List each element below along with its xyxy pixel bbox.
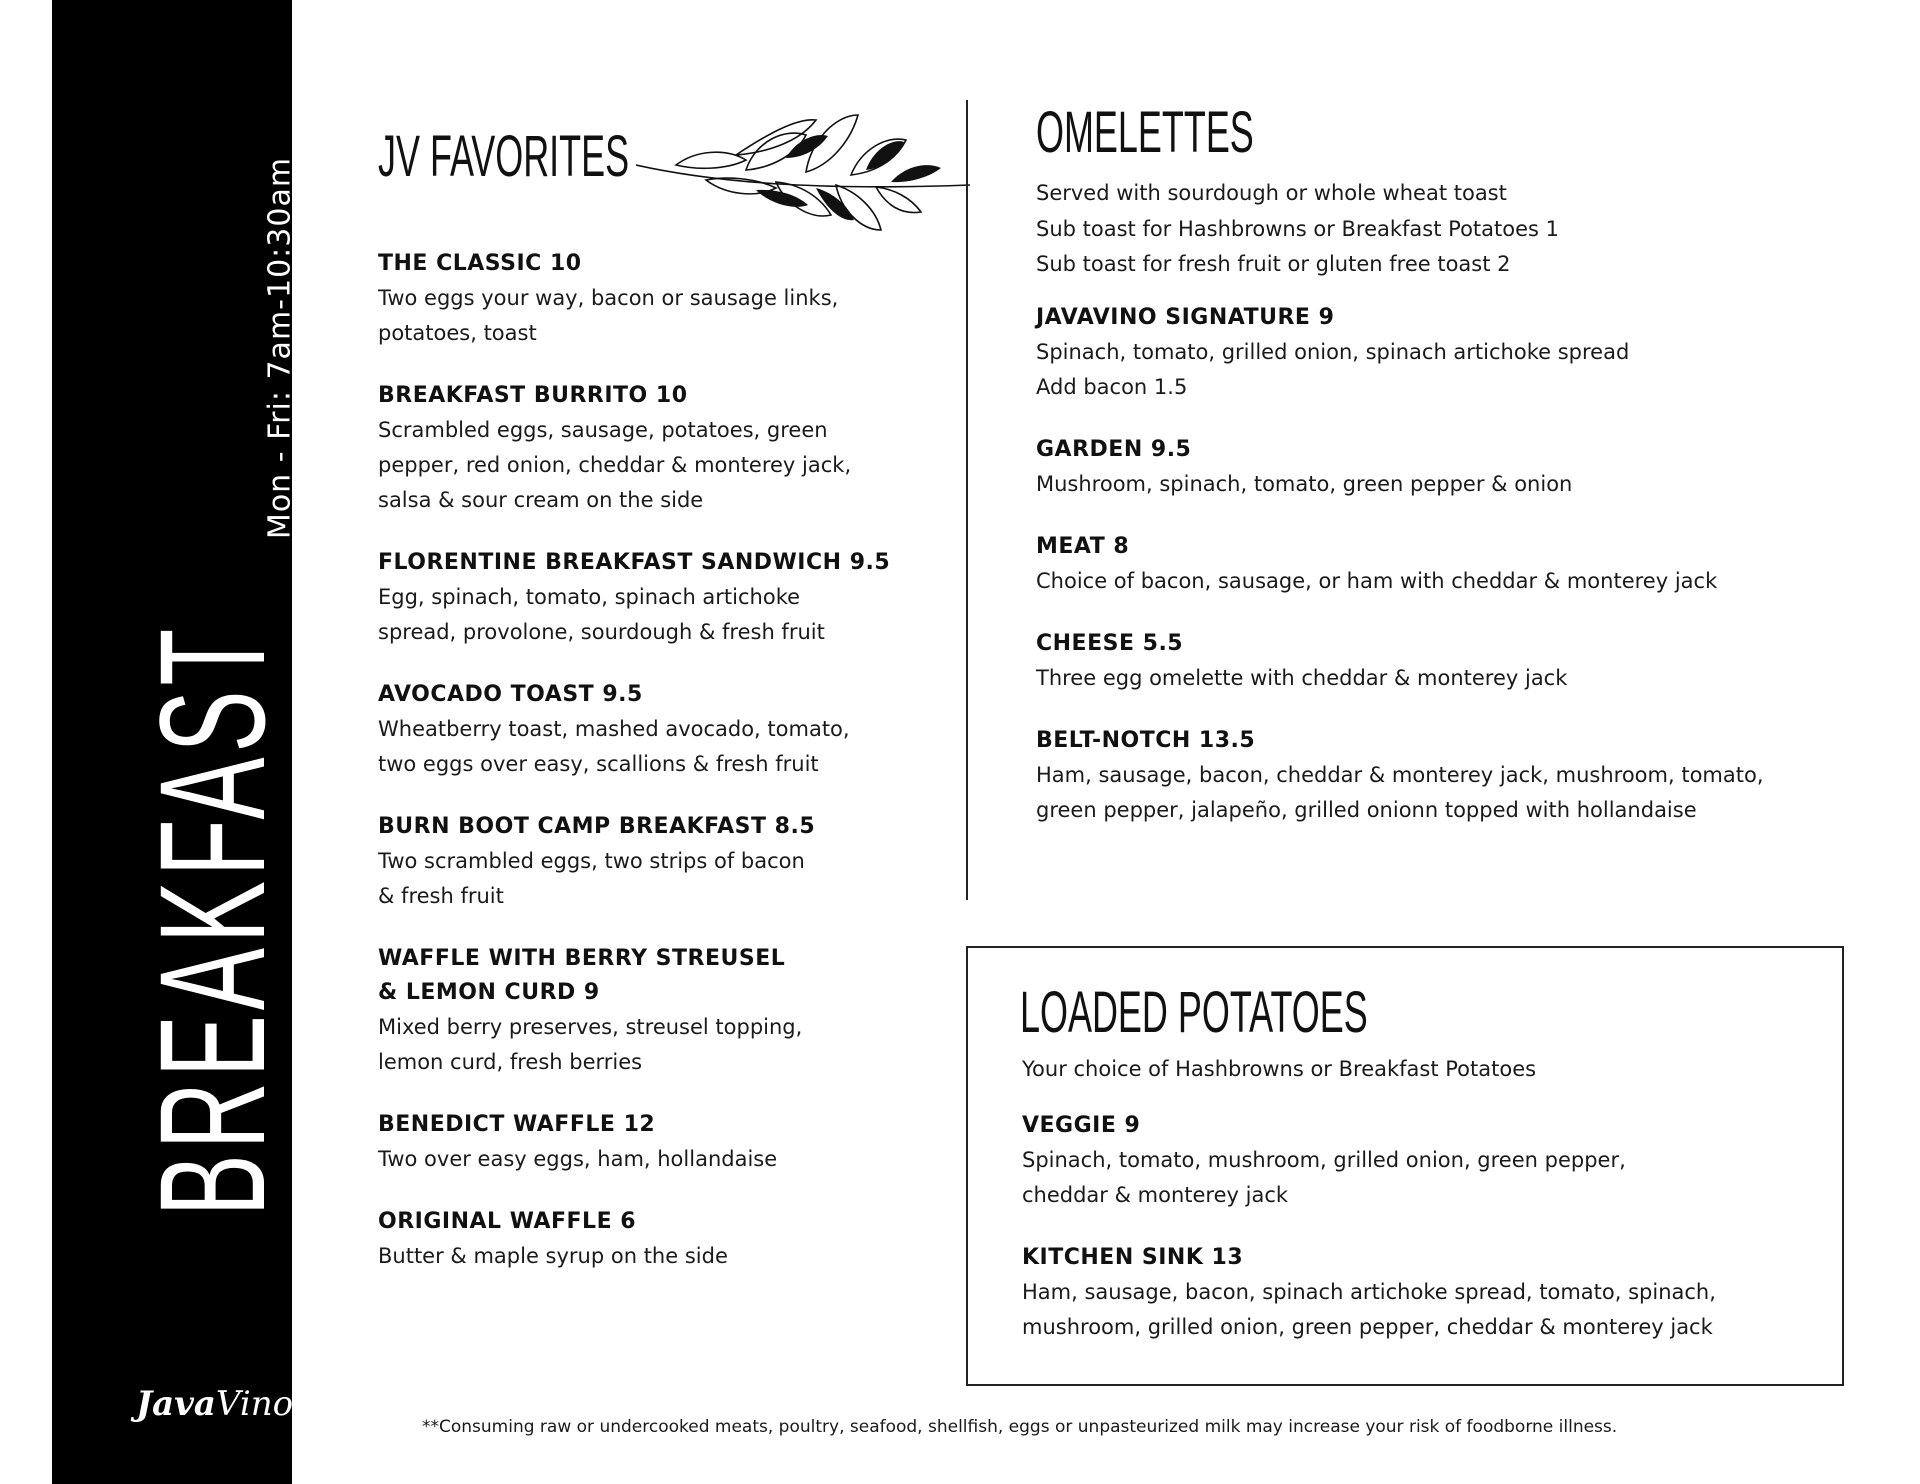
menu-item [378, 942, 938, 1080]
menu-item-name: FLORENTINE BREAKFAST SANDWICH 9.5 [378, 550, 891, 575]
menu-item-description: potatoes, toast [378, 321, 537, 345]
menu-item [378, 379, 938, 518]
menu-item-description: Choice of bacon, sausage, or ham with cheddar & monterey jack [1036, 569, 1718, 593]
menu-item-description: Mushroom, spinach, tomato, green pepper & onion [1036, 472, 1573, 496]
omelettes-title: OMELETTES [1036, 100, 1254, 165]
menu-item-description: Spinach, tomato, grilled onion, spinach artichoke spread [1036, 340, 1630, 364]
menu-item-name: & LEMON CURD 9 [378, 980, 600, 1005]
menu-item-description: Wheatberry toast, mashed avocado, tomato, [378, 717, 850, 741]
favorites-list [378, 247, 938, 1302]
menu-item [378, 810, 938, 914]
menu-item [378, 1205, 938, 1274]
menu-item-description: Egg, spinach, tomato, spinach artichoke [378, 585, 801, 609]
omelettes-notes [1036, 176, 1836, 283]
menu-item-name: JAVAVINO SIGNATURE 9 [1036, 305, 1335, 330]
omelettes-list [1036, 301, 1836, 856]
menu-item [1022, 1109, 1822, 1213]
menu-item-description: Two over easy eggs, ham, hollandaise [378, 1147, 778, 1171]
javavino-logo [136, 1384, 293, 1424]
food-safety-footnote: **Consuming raw or undercooked meats, poultry, seafood, shellfish, eggs or unpasteurized milk may increase your risk of foodborne illness. [422, 1417, 1618, 1437]
loaded-potatoes-list [1022, 1109, 1822, 1373]
menu-item-name: BELT-NOTCH 13.5 [1036, 728, 1256, 753]
menu-item-name: BURN BOOT CAMP BREAKFAST 8.5 [378, 814, 816, 839]
omelettes-note: Served with sourdough or whole wheat toast [1036, 181, 1507, 205]
menu-item [378, 546, 938, 650]
loaded-potatoes-title: LOADED POTATOES [1020, 980, 1368, 1045]
menu-item-description: spread, provolone, sourdough & fresh fruit [378, 620, 825, 644]
menu-item-description: two eggs over easy, scallions & fresh fruit [378, 752, 819, 776]
menu-item [1036, 627, 1836, 696]
menu-item-description: Ham, sausage, bacon, spinach artichoke spread, tomato, spinach, [1022, 1280, 1716, 1304]
menu-item-description: green pepper, jalapeño, grilled onionn topped with hollandaise [1036, 798, 1697, 822]
menu-item-name: BENEDICT WAFFLE 12 [378, 1112, 656, 1137]
menu-item-description: mushroom, grilled onion, green pepper, cheddar & monterey jack [1022, 1315, 1713, 1339]
menu-item-description: cheddar & monterey jack [1022, 1183, 1289, 1207]
menu-item-description: pepper, red onion, cheddar & monterey jack, [378, 453, 852, 477]
menu-item [378, 1108, 938, 1177]
menu-item-description: Two scrambled eggs, two strips of bacon [378, 849, 805, 873]
menu-item-description: Butter & maple syrup on the side [378, 1244, 728, 1268]
menu-item-name: KITCHEN SINK 13 [1022, 1245, 1244, 1270]
menu-item-name: VEGGIE 9 [1022, 1113, 1141, 1138]
sidebar [52, 0, 298, 1484]
menu-item-name: AVOCADO TOAST 9.5 [378, 682, 643, 707]
menu-item-name: CHEESE 5.5 [1036, 631, 1184, 656]
menu-item [1036, 433, 1836, 502]
menu-item-description: Three egg omelette with cheddar & monterey jack [1036, 666, 1568, 690]
menu-item-name: WAFFLE WITH BERRY STREUSEL [378, 946, 786, 971]
menu-item-name: THE CLASSIC 10 [378, 251, 582, 276]
menu-item-description: Ham, sausage, bacon, cheddar & monterey jack, mushroom, tomato, [1036, 763, 1764, 787]
menu-item-description: Scrambled eggs, sausage, potatoes, green [378, 418, 828, 442]
menu-item [1036, 301, 1836, 405]
menu-item [1036, 530, 1836, 599]
favorites-title: JV FAVORITES [378, 124, 630, 189]
menu-item [1022, 1241, 1822, 1345]
logo-part-java: Java [136, 1384, 216, 1424]
hours-text: Mon - Fri: 7am-10:30am [262, 156, 298, 540]
omelettes-note: Sub toast for fresh fruit or gluten free toast 2 [1036, 252, 1511, 276]
menu-item-description: Spinach, tomato, mushroom, grilled onion, green pepper, [1022, 1148, 1626, 1172]
menu-item-name: MEAT 8 [1036, 534, 1130, 559]
menu-item [1036, 724, 1836, 828]
menu-item-name: GARDEN 9.5 [1036, 437, 1192, 462]
menu-item-description: Two eggs your way, bacon or sausage links, [378, 286, 839, 310]
menu-item-description: salsa & sour cream on the side [378, 488, 704, 512]
loaded-potatoes-note: Your choice of Hashbrowns or Breakfast Potatoes [1022, 1057, 1537, 1081]
menu-item-name: BREAKFAST BURRITO 10 [378, 383, 688, 408]
menu-item-description: & fresh fruit [378, 884, 504, 908]
menu-item-description: Mixed berry preserves, streusel topping, [378, 1015, 803, 1039]
menu-item [378, 247, 938, 351]
breakfast-title: BREAKFAST [128, 623, 296, 1217]
menu-item-description: Add bacon 1.5 [1036, 375, 1188, 399]
column-divider [966, 100, 968, 900]
menu-item [378, 678, 938, 782]
menu-item-description: lemon curd, fresh berries [378, 1050, 643, 1074]
omelettes-note: Sub toast for Hashbrowns or Breakfast Potatoes 1 [1036, 216, 1560, 241]
leaf-branch-icon [636, 110, 970, 245]
logo-part-vino: Vino [215, 1384, 294, 1424]
menu-item-name: ORIGINAL WAFFLE 6 [378, 1209, 637, 1234]
